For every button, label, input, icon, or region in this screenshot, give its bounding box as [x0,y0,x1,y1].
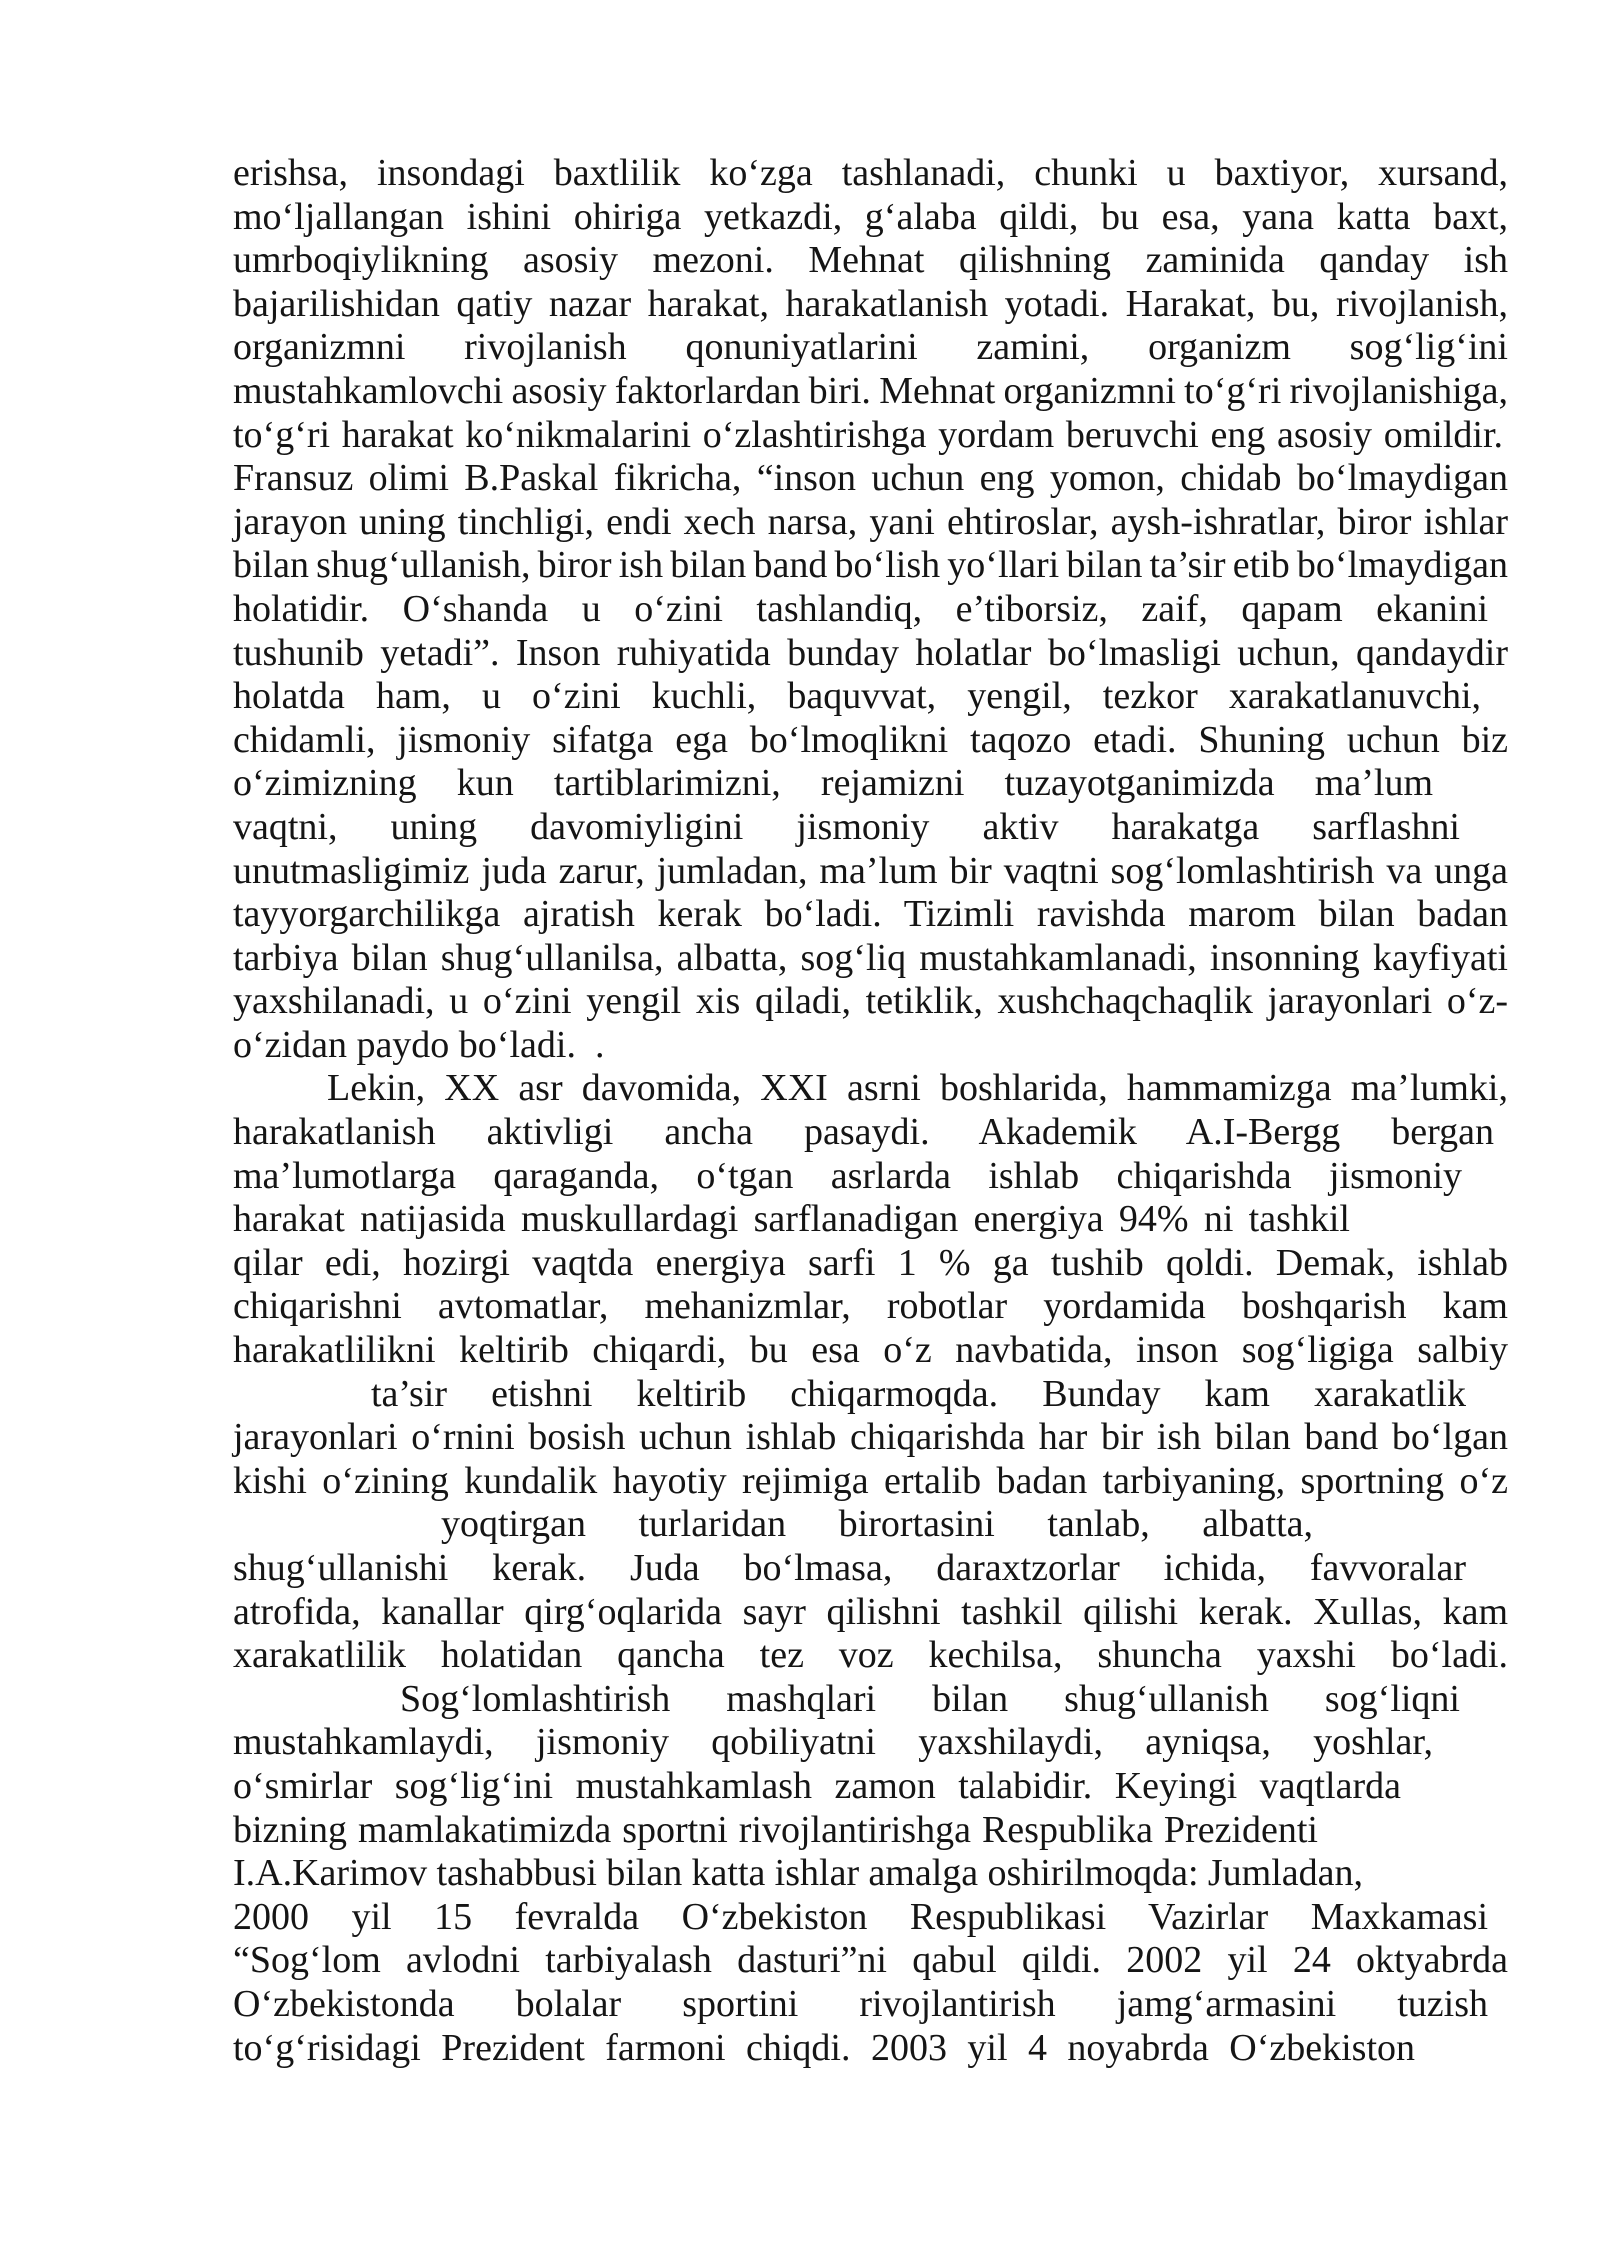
text-line: I.A.Karimov tashabbusi bilan katta ishlar amalga oshirilmoqda: Jumladan, [233,1852,1363,1895]
text-line: holatda ham, u o‘zini kuchli, baquvvat, yengil, tezkor xarakatlanuvchi, [233,675,1481,718]
text-line: bilan shug‘ullanish, biror ish bilan band bo‘lish yo‘llari bilan ta’sir etib bo‘lmaydigan [233,544,1508,587]
text-line: harakatlilikni keltirib chiqardi, bu esa o‘z navbatida, inson sog‘ligiga salbiy [233,1329,1508,1372]
text-line: yoqtirgan turlaridan birortasini tanlab, albatta, [441,1503,1313,1546]
text-line: o‘zimizning kun tartiblarimizni, rejamizni tuzayotganimizda ma’lum [233,762,1433,805]
text-line: 2000 yil 15 fevralda O‘zbekiston Respublikasi Vazirlar Maxkamasi [233,1895,1488,1938]
text-line: kishi o‘zining kundalik hayotiy rejimiga ertalib badan tarbiyaning, sportning o‘z [233,1459,1508,1502]
text-line: tushunib yetadi”. Inson ruhiyatida bunday holatlar bo‘lmasligi uchun, qandaydir [233,631,1508,674]
text-line: ma’lumotlarga qaraganda, o‘tgan asrlarda ishlab chiqarishda jismoniy [233,1154,1462,1197]
text-line: chiqarishni avtomatlar, mehanizmlar, robotlar yordamida boshqarish kam [233,1285,1508,1328]
text-line: harakat natijasida muskullardagi sarflanadigan energiya 94% ni tashkil [233,1198,1350,1241]
text-line: shug‘ullanishi kerak. Juda bo‘lmasa, daraxtzorlar ichida, favvoralar [233,1547,1466,1589]
text-line: vaqtni, uning davomiyligini jismoniy aktiv harakatga sarflashni [233,805,1460,848]
text-line: Sog‘lomlashtirish mashqlari bilan shug‘ullanish sog‘liqni [400,1677,1460,1720]
text-line: atrofida, kanallar qirg‘oqlarida sayr qilishni tashkil qilishi kerak. Xullas, kam [233,1590,1508,1633]
text-line: to‘g‘ri harakat ko‘nikmalarini o‘zlashtirishga yordam beruvchi eng asosiy omildir. [233,413,1503,456]
text-line: organizmni rivojlanish qonuniyatlarini zamini, organizm sog‘lig‘ini [233,326,1508,369]
text-line: xarakatlilik holatidan qancha tez voz kechilsa, shuncha yaxshi bo‘ladi. [233,1634,1508,1677]
text-line: bajarilishidan qatiy nazar harakat, harakatlanish yotadi. Harakat, bu, rivojlanish, [233,282,1508,325]
text-line: bizning mamlakatimizda sportni rivojlantirishga Respublika Prezidenti [233,1808,1318,1851]
text-line: ta’sir etishni keltirib chiqarmoqda. Bunday kam xarakatlik [371,1372,1466,1415]
text-line: jarayon uning tinchligi, endi xech narsa, yani ehtiroslar, aysh-ishratlar, biror ishlar [233,500,1508,543]
text-line: “Sog‘lom avlodni tarbiyalash dasturi”ni qabul qildi. 2002 yil 24 oktyabrda [233,1939,1508,1982]
text-line: tayyorgarchilikga ajratish kerak bo‘ladi. Tizimli ravishda marom bilan badan [233,893,1508,936]
text-line: Lekin, XX asr davomida, XXI asrni boshlarida, hammamizga ma’lumki, [327,1067,1508,1110]
body-text [0,152,1600,2070]
text-line: erishsa, insondagi baxtlilik ko‘zga tashlanadi, chunki u baxtiyor, xursand, [233,152,1508,194]
text-line: unutmasligimiz juda zarur, jumladan, ma’lum bir vaqtni sog‘lomlashtirish va unga [233,849,1508,892]
text-line: qilar edi, hozirgi vaqtda energiya sarfi 1 % ga tushib qoldi. Demak, ishlab [233,1241,1508,1284]
text-line: o‘smirlar sog‘lig‘ini mustahkamlash zamon talabidir. Keyingi vaqtlarda [233,1764,1401,1807]
text-line: to‘g‘risidagi Prezident farmoni chiqdi. 2003 yil 4 noyabrda O‘zbekiston [233,2026,1415,2069]
text-line: harakatlanish aktivligi ancha pasaydi. Akademik A.I-Bergg bergan [233,1111,1494,1154]
text-line: yaxshilanadi, u o‘zini yengil xis qiladi, tetiklik, xushchaqchaqlik jarayonlari o‘z- [233,980,1508,1023]
text-line: o‘zidan paydo bo‘ladi. . [233,1023,605,1066]
text-line: tarbiya bilan shug‘ullanilsa, albatta, sog‘liq mustahkamlanadi, insonning kayfiyati [233,936,1508,979]
text-line: umrboqiylikning asosiy mezoni. Mehnat qilishning zaminida qanday ish [233,239,1508,282]
text-line: mustahkamlovchi asosiy faktorlardan biri. Mehnat organizmni to‘g‘ri rivojlanishiga, [233,369,1508,412]
text-line: jarayonlari o‘rnini bosish uchun ishlab chiqarishda har bir ish bilan band bo‘lgan [233,1416,1508,1459]
text-line: O‘zbekistonda bolalar sportini rivojlantirish jamg‘armasini tuzish [233,1982,1488,2025]
text-line: mustahkamlaydi, jismoniy qobiliyatni yaxshilaydi, ayniqsa, yoshlar, [233,1721,1433,1764]
text-line: Fransuz olimi B.Paskal fikricha, “inson uchun eng yomon, chidab bo‘lmaydigan [233,457,1508,500]
text-line: holatidir. O‘shanda u o‘zini tashlandiq, e’tiborsiz, zaif, qapam ekanini [233,587,1488,630]
text-line: chidamli, jismoniy sifatga ega bo‘lmoqlikni taqozo etadi. Shuning uchun biz [233,718,1508,761]
text-line: mo‘ljallangan ishini ohiriga yetkazdi, g‘alaba qildi, bu esa, yana katta baxt, [233,195,1508,238]
